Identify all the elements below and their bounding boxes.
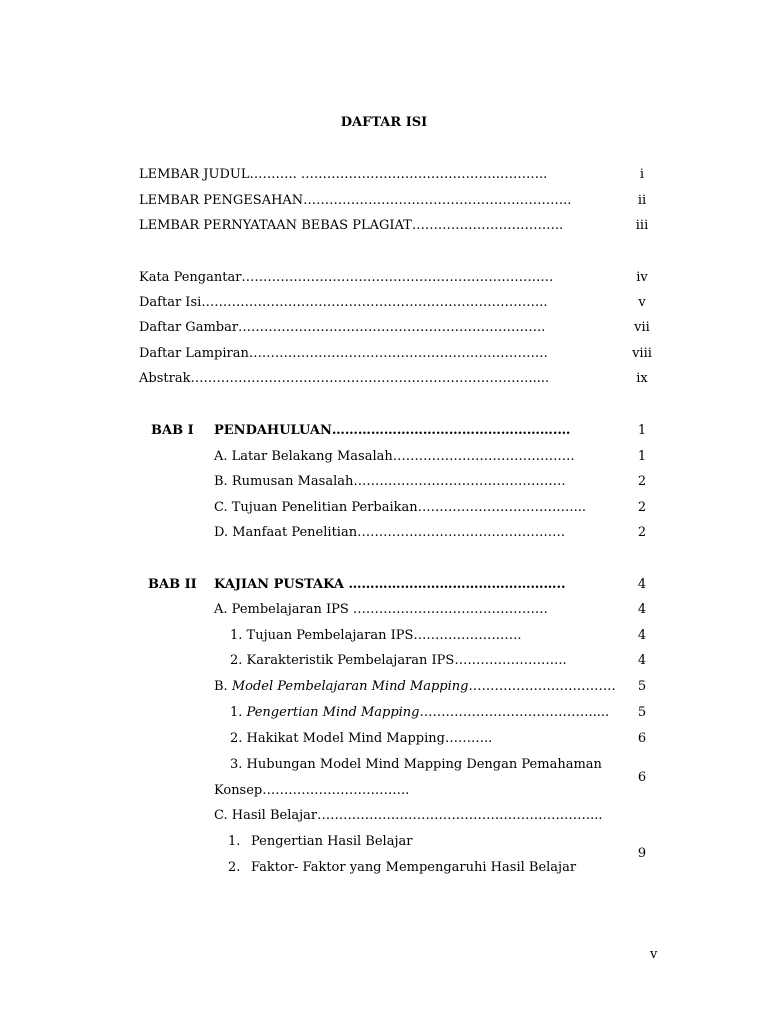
toc-entry-text: LEMBAR JUDUL……….. ……………………………………….……….. [139,167,548,182]
toc-entry-text: 2. Hakikat Model Mind Mapping……….. [230,731,493,746]
toc-entry-lembar-pengesahan [0,192,768,210]
toc-entry-page: iv [636,270,648,285]
toc-entry-page: 4 [637,577,647,592]
toc-chapter-bab-1 [0,422,768,440]
toc-entry-daftar-lampiran [0,345,768,363]
toc-entry-rumusan-masalah [0,473,768,491]
toc-entry-text: Pengertian Hasil Belajar [251,834,413,849]
toc-entry-abstrak [0,370,768,388]
toc-entry-italic-title: Pengertian Mind Mapping [246,705,420,720]
toc-entry-text [214,678,616,696]
toc-entry-hakikat-mind-mapping [0,730,768,748]
toc-entry-pembelajaran-ips [0,601,768,619]
toc-entry-page: 6 [637,731,647,746]
toc-entry-text [230,704,609,722]
toc-entry-leader: …………………………………..... [419,705,610,720]
toc-entry-text: LEMBAR PENGESAHAN…………………………………………………….. [139,193,572,208]
page-title: DAFTAR ISI [340,115,428,130]
chapter-label: BAB I [151,423,194,438]
toc-entry-tujuan-penelitian [0,499,768,517]
toc-entry-page: 5 [637,705,647,720]
toc-entry-page: 2 [637,474,647,489]
toc-entry-text: A. Latar Belakang Masalah…………………………………… [214,449,575,464]
toc-entry-text: Abstrak……………………………………………………………………..... [139,371,550,386]
toc-entry-text: Daftar Lampiran…………………………………………………………… [139,346,548,361]
toc-entry-text: 1. Tujuan Pembelajaran IPS……………………. [230,628,522,643]
toc-entry-daftar-isi [0,294,768,312]
toc-entry-page: 9 [637,846,647,861]
toc-entry-lembar-judul [0,166,768,184]
toc-entry-text: A. Pembelajaran IPS ……………………………………… [214,602,548,617]
toc-entry-prefix: B. [214,679,232,694]
toc-entry-page: v [638,295,646,310]
toc-entry-tujuan-pembelajaran-ips [0,627,768,645]
toc-entry-prefix: 1. [230,705,247,720]
toc-entry-daftar-gambar [0,319,768,337]
toc-entry-page: 4 [637,602,647,617]
toc-entry-page: 5 [637,679,647,694]
toc-entry-model-mind-mapping [0,678,768,696]
toc-chapter-bab-2 [0,576,768,594]
toc-entry-page: 2 [637,525,647,540]
toc-entry-karakteristik-pembelajaran-ips [0,652,768,670]
toc-entry-hasil-belajar [0,807,768,825]
toc-entry-leader: ……………………………. [468,679,616,694]
toc-entry-page: ix [636,371,648,386]
chapter-heading: KAJIAN PUSTAKA ………………………………………….. [214,577,566,592]
toc-entry-text: 3. Hubungan Model Mind Mapping Dengan Pemahaman [230,757,602,772]
toc-entry-text: Konsep……………………………. [214,783,410,798]
toc-entry-latar-belakang [0,448,768,466]
toc-entry-page: ii [637,193,647,208]
toc-entry-page: viii [632,346,652,361]
toc-entry-text: Faktor- Faktor yang Mempengaruhi Hasil Belajar [251,860,577,875]
toc-entry-faktor-hasil-belajar [0,859,768,877]
toc-entry-pengertian-mind-mapping [0,704,768,722]
toc-entry-page: 6 [637,770,647,785]
footer-page-number: v [650,947,658,962]
toc-entry-page: 1 [637,423,647,438]
toc-entry-italic-title: Model Pembelajaran Mind Mapping [231,679,469,694]
toc-entry-text: 2. Karakteristik Pembelajaran IPS…………………….. [230,653,567,668]
toc-entry-text: B. Rumusan Masalah…………………………………………. [214,474,566,489]
toc-entry-page: 1 [637,449,647,464]
chapter-heading: PENDAHULUAN…………………………………………….… [214,423,571,438]
toc-entry-text: D. Manfaat Penelitian………………………………………… [214,525,566,540]
toc-entry-text: C. Hasil Belajar………………………………………………………... [214,808,603,823]
chapter-label: BAB II [148,577,197,592]
toc-entry-text: Kata Pengantar……………………………………………………………… [139,270,554,285]
toc-entry-hubungan-model-line2 [0,782,768,800]
toc-entry-page: vii [634,320,650,335]
toc-entry-page: 4 [637,653,647,668]
toc-entry-text: Daftar Gambar…………………………………………………………….. [139,320,546,335]
toc-entry-number: 1. [228,834,241,849]
toc-entry-lembar-pernyataan [0,217,768,235]
toc-entry-page: iii [635,218,649,233]
toc-entry-text: C. Tujuan Penelitian Perbaikan………………………………... [214,500,587,515]
toc-entry-manfaat-penelitian [0,524,768,542]
toc-entry-text: LEMBAR PERNYATAAN BEBAS PLAGIAT…………………………….. [139,218,564,233]
toc-entry-kata-pengantar [0,269,768,287]
toc-entry-page: 2 [637,500,647,515]
toc-entry-page: 4 [637,628,647,643]
toc-entry-page: i [639,167,645,182]
toc-entry-number: 2. [228,860,241,875]
toc-entry-text: Daftar Isi…………………………………………………………………….. [139,295,548,310]
